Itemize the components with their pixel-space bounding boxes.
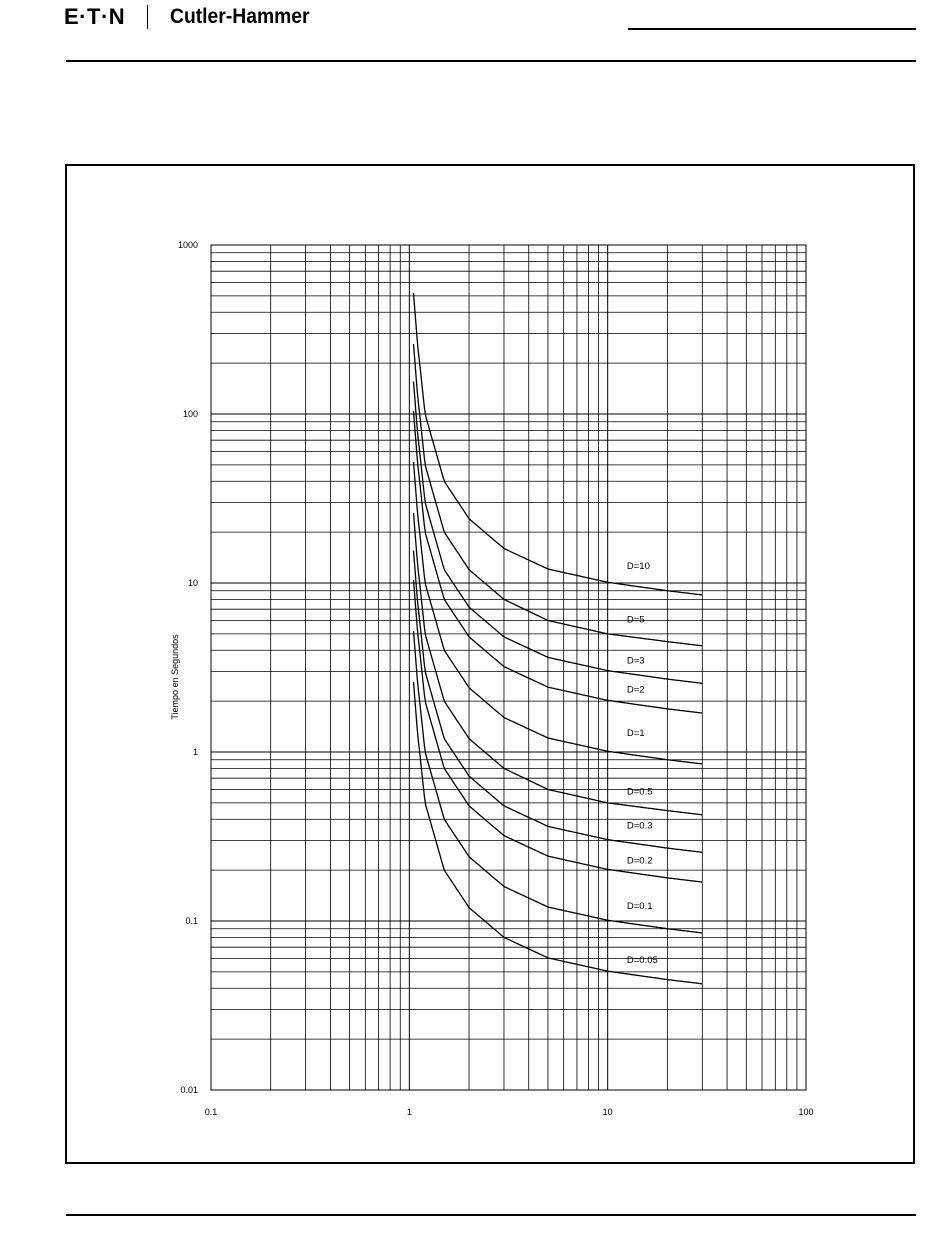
curve-d-0_2 — [414, 580, 703, 882]
y-axis-label: Tiempo en Segundos — [170, 634, 180, 720]
eaton-logo-text: E·T·N — [64, 4, 126, 29]
x-tick-label: 0.1 — [204, 1107, 218, 1117]
curve-label: D=0.1 — [626, 901, 653, 913]
curve-series — [414, 293, 703, 984]
curve-d-5 — [414, 344, 703, 646]
x-tick-label: 10 — [602, 1107, 613, 1117]
curve-d-0_5 — [414, 513, 703, 815]
y-axis-ticks — [178, 240, 198, 1095]
x-tick-label: 1 — [406, 1107, 412, 1117]
chart-grid — [211, 245, 806, 1090]
y-tick-label: 10 — [187, 578, 198, 588]
plot-area-border — [211, 245, 806, 1090]
y-tick-label: 100 — [182, 409, 198, 419]
x-axis-ticks — [205, 1107, 814, 1117]
cutler-hammer-logo-text: Cutler-Hammer — [170, 5, 310, 28]
curve-d-2 — [414, 411, 703, 713]
curve-d-1 — [414, 462, 703, 764]
plot-border-rect — [211, 245, 806, 1090]
curve-label: D=0.5 — [626, 786, 653, 798]
curve-label: D=1 — [626, 728, 645, 740]
y-tick-label: 1 — [192, 747, 198, 757]
y-tick-label: 0.01 — [180, 1085, 198, 1095]
y-tick-label: 0.1 — [185, 916, 198, 926]
curve-label: D=2 — [626, 684, 645, 696]
curve-label: D=3 — [626, 655, 645, 667]
curve-label: D=0.3 — [626, 820, 653, 832]
footer-rule — [66, 1214, 916, 1216]
curve-label: D=0.05 — [626, 955, 658, 967]
y-tick-label: 1000 — [177, 240, 198, 250]
curve-label: D=0.2 — [626, 855, 653, 867]
curve-label: D=10 — [626, 561, 650, 573]
x-tick-label: 100 — [798, 1107, 814, 1117]
curve-d-0_05 — [414, 682, 703, 984]
curve-d-0_1 — [414, 631, 703, 933]
curve-labels — [627, 561, 658, 966]
curve-d-10 — [414, 293, 703, 595]
curve-label: D=5 — [626, 614, 645, 626]
